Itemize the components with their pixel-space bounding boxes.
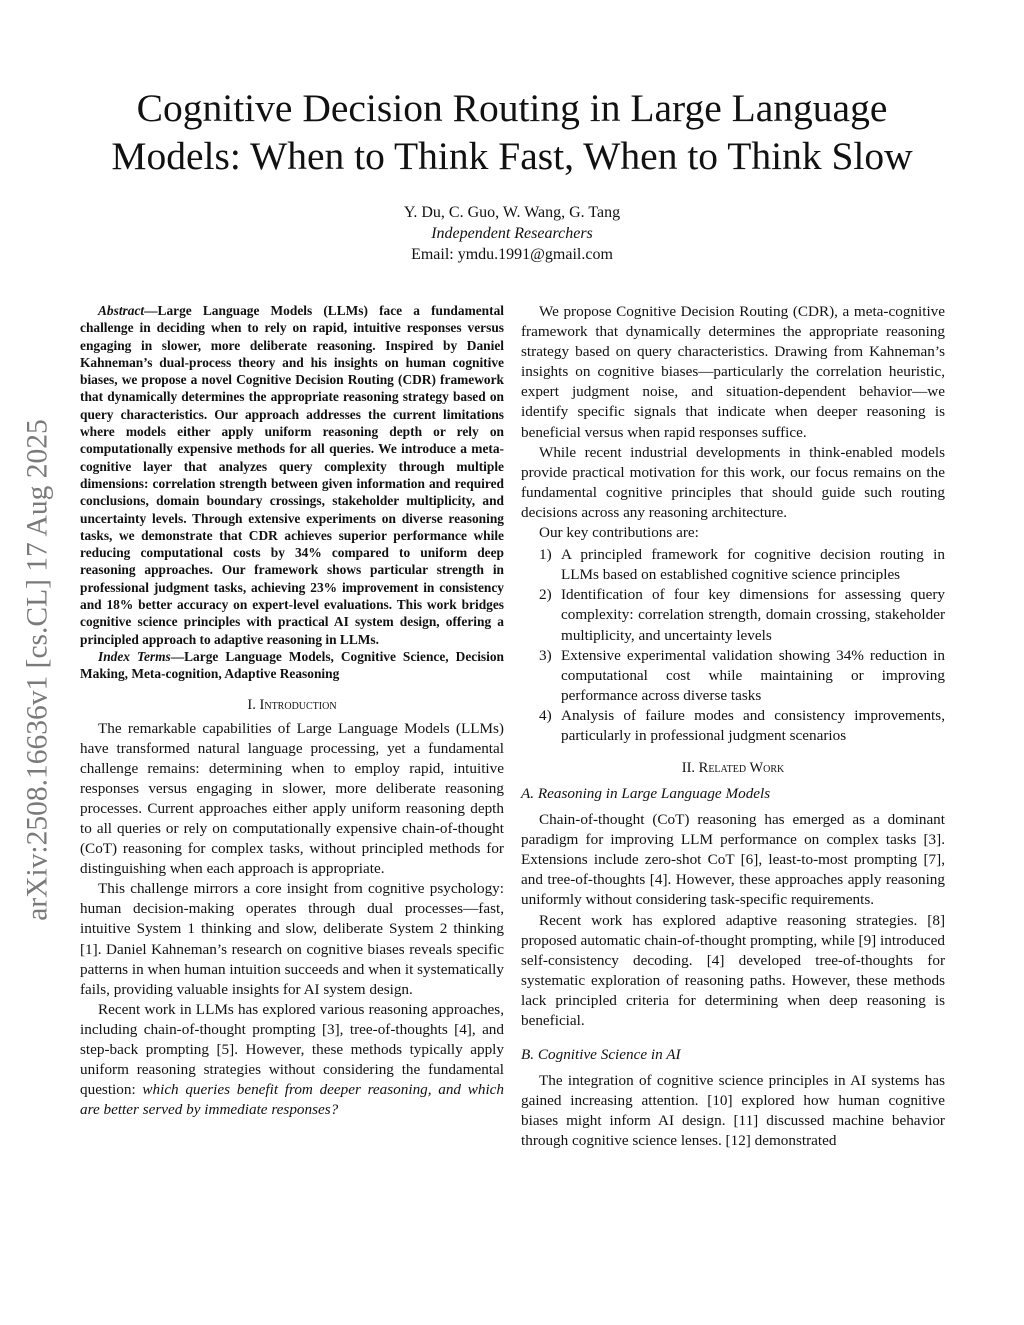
section-number: II. <box>681 760 699 777</box>
left-column <box>80 302 504 1120</box>
index-terms <box>80 648 504 683</box>
section-title: Related Work <box>698 760 785 777</box>
list-item-text: A principled framework for cognitive decision routing in LLMs based on established cognitive science principles <box>561 546 945 584</box>
author-block <box>200 202 824 265</box>
intro-paragraph-6: Our key contributions are: <box>539 524 699 542</box>
list-item-number: 2) <box>539 586 552 604</box>
intro-paragraph-2: This challenge mirrors a core insight from cognitive psychology: human decision-making operates through dual processes—fast, intuitive System 1 thinking and slow, deliberate System 2 thinking [1]. Daniel Kahneman’s research on cognitive biases reveals specific patterns in when human intuition succeeds and when it systematically fails, providing valuable insights for AI system design. <box>80 880 504 998</box>
intro-paragraph-3-question: which queries benefit from deeper reasoning, and which are better served by immediate responses? <box>80 1081 504 1119</box>
index-terms-text: Large Language Models, Cognitive Science, Decision Making, Meta-cognition, Adaptive Reasoning <box>80 648 505 682</box>
list-item-text: Extensive experimental validation showing 34% reduction in computational cost while maintaining or improving performance across diverse tasks <box>561 646 945 704</box>
contributions-list <box>521 545 945 746</box>
section-number: I. <box>247 696 260 713</box>
related-b-paragraph-1: The integration of cognitive science principles in AI systems has gained increasing attention. [10] explored how human cognitive biases might inform AI design. [11] discussed machine behavior through cognitive science lenses. [12] demonstrated <box>521 1072 945 1150</box>
intro-paragraph-5: While recent industrial developments in think-enabled models provide practical motivation for this work, our focus remains on the fundamental cognitive principles that should guide such routing decisions across any reasoning architecture. <box>521 443 945 521</box>
arxiv-identifier[interactable]: arXiv:2508.16636v1 [cs.CL] 17 Aug 2025 <box>21 419 54 921</box>
paper-title <box>60 84 964 180</box>
index-terms-dash: — <box>170 648 185 664</box>
contact-email[interactable]: Email: ymdu.1991@gmail.com <box>411 246 613 263</box>
subsection-heading-reasoning: A. Reasoning in Large Language Models <box>521 785 771 803</box>
arxiv-watermark <box>8 370 68 970</box>
index-terms-label: Index Terms <box>98 648 171 664</box>
section-heading-related-work <box>521 758 945 778</box>
list-item <box>521 545 945 585</box>
section-title: Introduction <box>259 696 337 713</box>
section-heading-introduction <box>80 695 504 715</box>
list-item-number: 1) <box>539 546 552 564</box>
intro-paragraph-3-text: Recent work in LLMs has explored various reasoning approaches, including chain-of-thought prompting [3], tree-of-thoughts [4], and step-back prompting [5]. However, these methods typically apply uniform reasoning strategies without considering the fundamental question: <box>80 1000 504 1099</box>
intro-paragraph-3 <box>80 1000 504 1121</box>
related-a-paragraph-2: Recent work has explored adaptive reasoning strategies. [8] proposed automatic chain-of-thought prompting, while [9] introduced self-consistency decoding. [4] developed tree-of-thoughts for systematic exploration of reasoning paths. However, these methods lack principled criteria for determining when deep reasoning is beneficial. <box>521 911 945 1029</box>
list-item <box>521 646 945 706</box>
author-names: Y. Du, C. Guo, W. Wang, G. Tang <box>403 204 621 221</box>
list-item-number: 4) <box>539 706 552 724</box>
title-line-1: Cognitive Decision Routing in Large Language <box>136 86 888 130</box>
abstract-text: Large Language Models (LLMs) face a fundamental challenge in deciding when to rely on rapid, intuitive responses versus engaging in slower, more deliberate reasoning. Inspired by Daniel Kahneman’s dual-process theory and his insights on human cognitive biases, we propose a novel Cognitive Decision Routing (CDR) framework that dynamically determines the appropriate reasoning strategy based on query characteristics. Our approach addresses the current limitations where models either apply uniform reasoning depth or rely on computationally expensive methods for all queries. We introduce a meta-cognitive layer that analyzes query complexity through multiple dimensions: correlation strength between given information and required conclusions, domain boundary crossings, stakeholder multiplicity, and uncertainty levels. Through extensive experiments on diverse reasoning tasks, we demonstrate that CDR achieves superior performance while reducing computational costs by 34% compared to uniform deep reasoning approaches. Our framework shows particular strength in professional judgment tasks, achieving 23% improvement in consistency and 18% better accuracy on expert-level evaluations. This work bridges cognitive science principles with practical AI system design, offering a principled approach to adaptive reasoning in LLMs. <box>80 303 504 647</box>
subsection-heading-cognitive-science: B. Cognitive Science in AI <box>521 1046 681 1064</box>
title-line-2: Models: When to Think Fast, When to Think Slow <box>111 134 913 178</box>
abstract-label: Abstract <box>98 303 145 318</box>
abstract <box>80 302 504 648</box>
related-a-paragraph-1: Chain-of-thought (CoT) reasoning has emerged as a dominant paradigm for improving LLM performance on complex tasks [3]. Extensions include zero-shot CoT [6], least-to-most prompting [7], and tree-of-thoughts [4]. However, these approaches apply reasoning uniformly without considering task-specific requirements. <box>521 811 945 909</box>
right-column <box>521 302 945 1151</box>
list-item-text: Analysis of failure modes and consistency improvements, particularly in professional judgment scenarios <box>561 706 945 744</box>
list-item-number: 3) <box>539 646 552 664</box>
list-item <box>521 585 945 645</box>
abstract-dash: — <box>144 303 158 318</box>
list-item-text: Identification of four key dimensions for assessing query complexity: correlation strength, domain crossing, stakeholder multiplicity, and uncertainty levels <box>561 586 945 644</box>
list-item <box>521 706 945 746</box>
affiliation: Independent Researchers <box>431 225 593 242</box>
intro-paragraph-1: The remarkable capabilities of Large Language Models (LLMs) have transformed natural language processing, yet a fundamental challenge remains: determining when to employ rapid, intuitive responses versus engaging in slower, more deliberate reasoning processes. Current approaches either apply uniform reasoning depth to all queries or rely on computationally expensive chain-of-thought (CoT) reasoning for complex tasks, without principled methods for distinguishing when each approach is appropriate. <box>80 719 504 878</box>
intro-paragraph-4: We propose Cognitive Decision Routing (CDR), a meta-cognitive framework that dynamically determines the appropriate reasoning strategy based on query characteristics. Drawing from Kahneman’s insights on cognitive biases—particularly the correlation heuristic, expert judgment noise, and situation-dependent behavior—we identify specific signals that indicate when deeper reasoning is beneficial versus when rapid responses suffice. <box>521 303 945 441</box>
